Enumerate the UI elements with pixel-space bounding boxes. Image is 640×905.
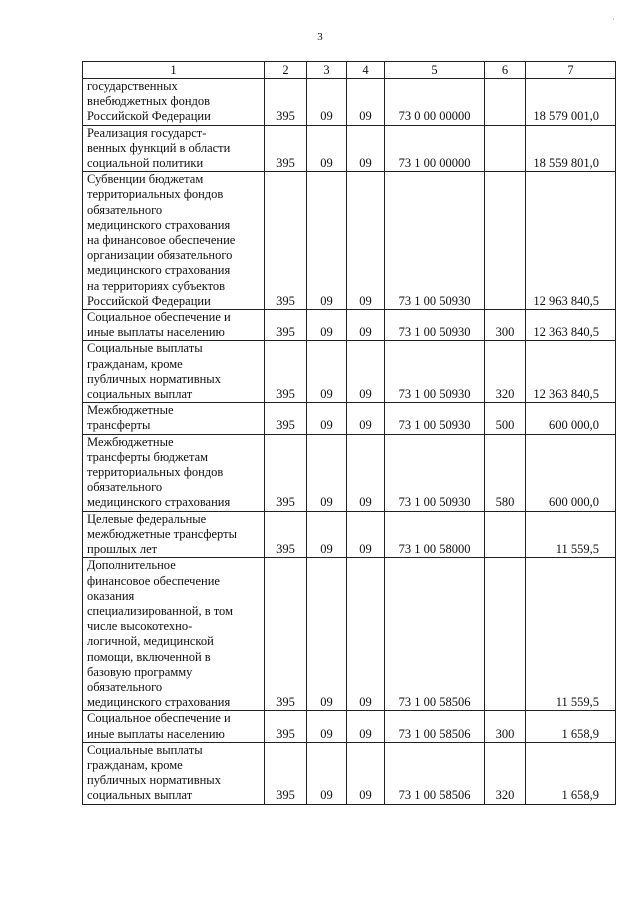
section-cell: 09: [307, 511, 347, 558]
section-cell: 09: [307, 125, 347, 172]
code-cell: 395: [265, 125, 307, 172]
amount-cell: 12 363 840,5: [526, 341, 616, 403]
name-cell: Социальное обеспечение и иные выплаты населению: [83, 711, 265, 742]
expense-type-cell: 580: [485, 434, 526, 511]
section-cell: 09: [307, 341, 347, 403]
target-article-cell: 73 1 00 58506: [385, 711, 485, 742]
code-cell: 395: [265, 434, 307, 511]
name-cell: Межбюджетные трансферты бюджетам территориальных фондов обязательного медицинского страхования: [83, 434, 265, 511]
name-cell: Субвенции бюджетам территориальных фондов обязательного медицинского страхования на финансовое обеспечение организации обязательного медицинского страхования на территориях субъектов Российской Федерации: [83, 172, 265, 310]
name-cell: государственных внебюджетных фондов Российской Федерации: [83, 79, 265, 126]
header-cell: 2: [265, 62, 307, 79]
expense-type-cell: 500: [485, 403, 526, 434]
table-row: [83, 742, 616, 804]
subsection-cell: 09: [347, 79, 385, 126]
name-cell: Межбюджетные трансферты: [83, 403, 265, 434]
subsection-cell: 09: [347, 341, 385, 403]
table-row: [83, 558, 616, 711]
code-cell: 395: [265, 403, 307, 434]
header-cell: 6: [485, 62, 526, 79]
subsection-cell: 09: [347, 310, 385, 341]
subsection-cell: 09: [347, 511, 385, 558]
header-cell: 7: [526, 62, 616, 79]
section-cell: 09: [307, 172, 347, 310]
code-cell: 395: [265, 341, 307, 403]
section-cell: 09: [307, 403, 347, 434]
table-row: [83, 79, 616, 126]
code-cell: 395: [265, 172, 307, 310]
section-cell: 09: [307, 742, 347, 804]
header-cell: 4: [347, 62, 385, 79]
expense-type-cell: 320: [485, 341, 526, 403]
subsection-cell: 09: [347, 172, 385, 310]
section-cell: 09: [307, 79, 347, 126]
subsection-cell: 09: [347, 403, 385, 434]
code-cell: 395: [265, 79, 307, 126]
target-article-cell: 73 1 00 58506: [385, 742, 485, 804]
amount-cell: 1 658,9: [526, 742, 616, 804]
target-article-cell: 73 1 00 50930: [385, 403, 485, 434]
table-row: [83, 403, 616, 434]
header-cell: 1: [83, 62, 265, 79]
name-cell: Социальное обеспечение и иные выплаты населению: [83, 310, 265, 341]
expense-type-cell: 320: [485, 742, 526, 804]
expense-type-cell: [485, 558, 526, 711]
amount-cell: 18 579 001,0: [526, 79, 616, 126]
table-row: [83, 711, 616, 742]
name-cell: Реализация государст- венных функций в области социальной политики: [83, 125, 265, 172]
expense-type-cell: [485, 79, 526, 126]
target-article-cell: 73 0 00 00000: [385, 79, 485, 126]
amount-cell: 11 559,5: [526, 558, 616, 711]
expense-type-cell: [485, 125, 526, 172]
section-cell: 09: [307, 711, 347, 742]
expense-type-cell: [485, 172, 526, 310]
target-article-cell: 73 1 00 58506: [385, 558, 485, 711]
subsection-cell: 09: [347, 558, 385, 711]
target-article-cell: 73 1 00 00000: [385, 125, 485, 172]
subsection-cell: 09: [347, 125, 385, 172]
budget-table: [82, 61, 616, 805]
header-cell: 3: [307, 62, 347, 79]
subsection-cell: 09: [347, 711, 385, 742]
code-cell: 395: [265, 711, 307, 742]
header-cell: 5: [385, 62, 485, 79]
code-cell: 395: [265, 310, 307, 341]
amount-cell: 12 963 840,5: [526, 172, 616, 310]
code-cell: 395: [265, 511, 307, 558]
table-row: [83, 341, 616, 403]
amount-cell: 12 363 840,5: [526, 310, 616, 341]
subsection-cell: 09: [347, 434, 385, 511]
table-row: [83, 511, 616, 558]
section-cell: 09: [307, 310, 347, 341]
section-cell: 09: [307, 434, 347, 511]
target-article-cell: 73 1 00 58000: [385, 511, 485, 558]
expense-type-cell: 300: [485, 310, 526, 341]
amount-cell: 1 658,9: [526, 711, 616, 742]
table-row: [83, 434, 616, 511]
target-article-cell: 73 1 00 50930: [385, 434, 485, 511]
section-cell: 09: [307, 558, 347, 711]
name-cell: Социальные выплаты гражданам, кроме публичных нормативных социальных выплат: [83, 341, 265, 403]
table-row: [83, 310, 616, 341]
amount-cell: 600 000,0: [526, 434, 616, 511]
code-cell: 395: [265, 558, 307, 711]
header-row: [83, 62, 616, 79]
name-cell: Дополнительное финансовое обеспечение оказания специализированной, в том числе высокотехно- логичной, медицинской помощи, включенной в базовую программу обязательного медицинского страхования: [83, 558, 265, 711]
page-number: 3: [317, 31, 323, 43]
table-row: [83, 172, 616, 310]
scan-mark: ·: [612, 14, 615, 24]
target-article-cell: 73 1 00 50930: [385, 341, 485, 403]
name-cell: Целевые федеральные межбюджетные трансферты прошлых лет: [83, 511, 265, 558]
code-cell: 395: [265, 742, 307, 804]
name-cell: Социальные выплаты гражданам, кроме публичных нормативных социальных выплат: [83, 742, 265, 804]
subsection-cell: 09: [347, 742, 385, 804]
amount-cell: 18 559 801,0: [526, 125, 616, 172]
expense-type-cell: [485, 511, 526, 558]
target-article-cell: 73 1 00 50930: [385, 172, 485, 310]
target-article-cell: 73 1 00 50930: [385, 310, 485, 341]
amount-cell: 600 000,0: [526, 403, 616, 434]
table-row: [83, 125, 616, 172]
expense-type-cell: 300: [485, 711, 526, 742]
amount-cell: 11 559,5: [526, 511, 616, 558]
